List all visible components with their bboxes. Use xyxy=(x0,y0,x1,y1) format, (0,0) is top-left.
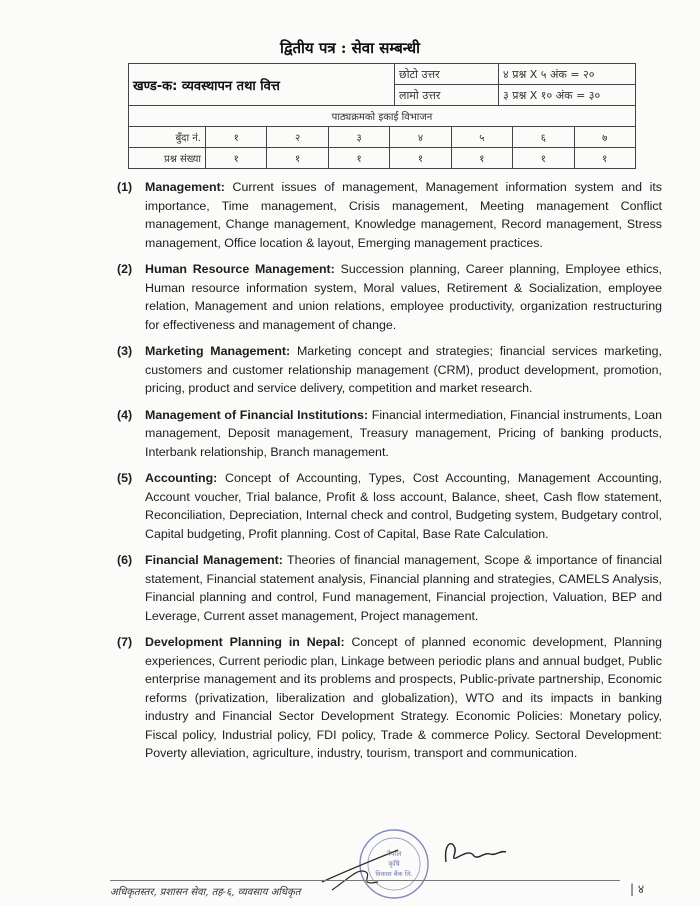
unit-cell: २ xyxy=(267,127,328,148)
count-cell: १ xyxy=(328,148,389,169)
syllabus-item xyxy=(117,406,662,462)
svg-text:कृषि: कृषि xyxy=(388,860,400,868)
unit-cell: ४ xyxy=(390,127,451,148)
syllabus-item xyxy=(117,342,662,398)
question-count-row xyxy=(129,148,636,169)
page-number: | ४ xyxy=(630,882,645,896)
item-title: Development Planning in Nepal: xyxy=(145,635,345,649)
item-number: (2) xyxy=(117,262,133,276)
unit-cell: ३ xyxy=(328,127,389,148)
unit-table-caption: पाठ्यक्रमको इकाई विभाजन xyxy=(129,106,636,127)
item-text: Marketing concept and strategies; financial services marketing, customers and customer relationship management (CRM), product development, promotion, pricing, product and service delivery, competition and market research. xyxy=(145,344,662,395)
svg-text:नेपाल: नेपाल xyxy=(386,850,402,858)
item-title: Financial Management: xyxy=(145,553,283,567)
page-title: द्वितीय पत्र : सेवा सम्बन्धी xyxy=(279,39,421,57)
count-cell: १ xyxy=(206,148,267,169)
item-number: (5) xyxy=(117,471,133,485)
marks-text: ४ प्रश्न X ५ अंक = २० xyxy=(499,64,636,85)
unit-cell: ७ xyxy=(574,127,635,148)
unit-cell: ६ xyxy=(513,127,574,148)
count-cell: १ xyxy=(513,148,574,169)
syllabus-item xyxy=(117,551,662,625)
answer-type: छोटो उत्तर xyxy=(395,64,499,85)
item-title: Human Resource Management: xyxy=(145,262,335,276)
svg-text:विकास बैंक लि.: विकास बैंक लि. xyxy=(375,870,413,878)
item-title: Accounting: xyxy=(145,471,218,485)
syllabus-item xyxy=(117,633,662,763)
row-label: बुँदा नं. xyxy=(129,127,206,148)
unit-number-row xyxy=(129,127,636,148)
syllabus-item xyxy=(117,469,662,543)
syllabus-item xyxy=(117,178,662,252)
signature xyxy=(440,836,510,870)
item-text: Financial intermediation, Financial instruments, Loan management, Deposit management, Treasury management, Pricing of banking products, Interbank relationship, Branch management. xyxy=(145,407,662,459)
syllabus-item xyxy=(117,260,662,334)
footer-divider xyxy=(110,880,620,881)
item-title: Management of Financial Institutions: xyxy=(145,407,369,422)
marks-text: ३ प्रश्न X १० अंक = ३० xyxy=(499,85,636,106)
answer-type: लामो उत्तर xyxy=(395,85,499,106)
count-cell: १ xyxy=(267,148,328,169)
count-cell: १ xyxy=(390,148,451,169)
item-text: Current issues of management, Management information system and its importance, Time management, Crisis management, Meeting management Conflict management, Change management, Knowledge management, Record management, Stress management, Office location & layout, Emerging management practices. xyxy=(145,180,662,250)
count-cell: १ xyxy=(451,148,512,169)
syllabus-list xyxy=(117,178,662,771)
unit-cell: १ xyxy=(206,127,267,148)
footer-text: अधिकृतस्तर, प्रशासन सेवा, तह-६, व्यवसाय अधिकृत xyxy=(110,887,301,898)
item-title: Management: xyxy=(145,180,225,194)
row-label: प्रश्न संख्या xyxy=(129,148,206,169)
item-number: (1) xyxy=(117,180,133,194)
item-number: (3) xyxy=(117,344,133,358)
count-cell: १ xyxy=(574,148,635,169)
section-marks-table xyxy=(128,63,636,106)
item-text: Theories of financial management, Scope & importance of financial statement, Financial statement analysis, Financial planning and strategies, CAMELS Analysis, Financial planning and control, Fund management, Financial projection, Valuation, BEP and Leverage, Current asset management, Project management. xyxy=(145,553,663,623)
section-name: खण्ड-क: व्यवस्थापन तथा वित्त xyxy=(129,64,395,106)
unit-cell: ५ xyxy=(451,127,512,148)
item-text: Concept of planned economic development, Planning experiences, Current periodic plan, Linkage between periodic plans and annual budget, Public enterprise management and its problems and prospects, Public-private partnership, Economic reforms (privatization, liberalization and globalization), WTO and its impacts in banking industry and Financial Sector Development Strategy. Economic Policies: Monetary policy, Fiscal policy, Industrial policy, FDI policy, Trade & commerce Policy. Sectoral Development: Poverty alleviation, agriculture, industry, tourism, transport and communication. xyxy=(145,635,663,760)
item-number: (7) xyxy=(117,635,133,649)
item-text: Concept of Accounting, Types, Cost Accounting, Management Accounting, Account voucher, Trial balance, Profit & loss account, Balance, sheet, Cash flow statement, Reconciliation, Depreciation, Internal check and control, Budgeting system, Budgetary control, Capital budgeting, Profit planning. Cost of Capital, Base Rate Calculation. xyxy=(145,471,662,541)
item-text: Succession planning, Career planning, Employee ethics, Human resource information system, Moral values, Retirement & Socialization, employee relation, Management and union relations, employee productivity, organization restructuring for effectiveness and management of change. xyxy=(145,262,662,332)
item-title: Marketing Management: xyxy=(145,344,291,358)
item-number: (6) xyxy=(117,553,133,567)
item-number: (4) xyxy=(117,407,133,422)
unit-division-table xyxy=(128,105,636,169)
